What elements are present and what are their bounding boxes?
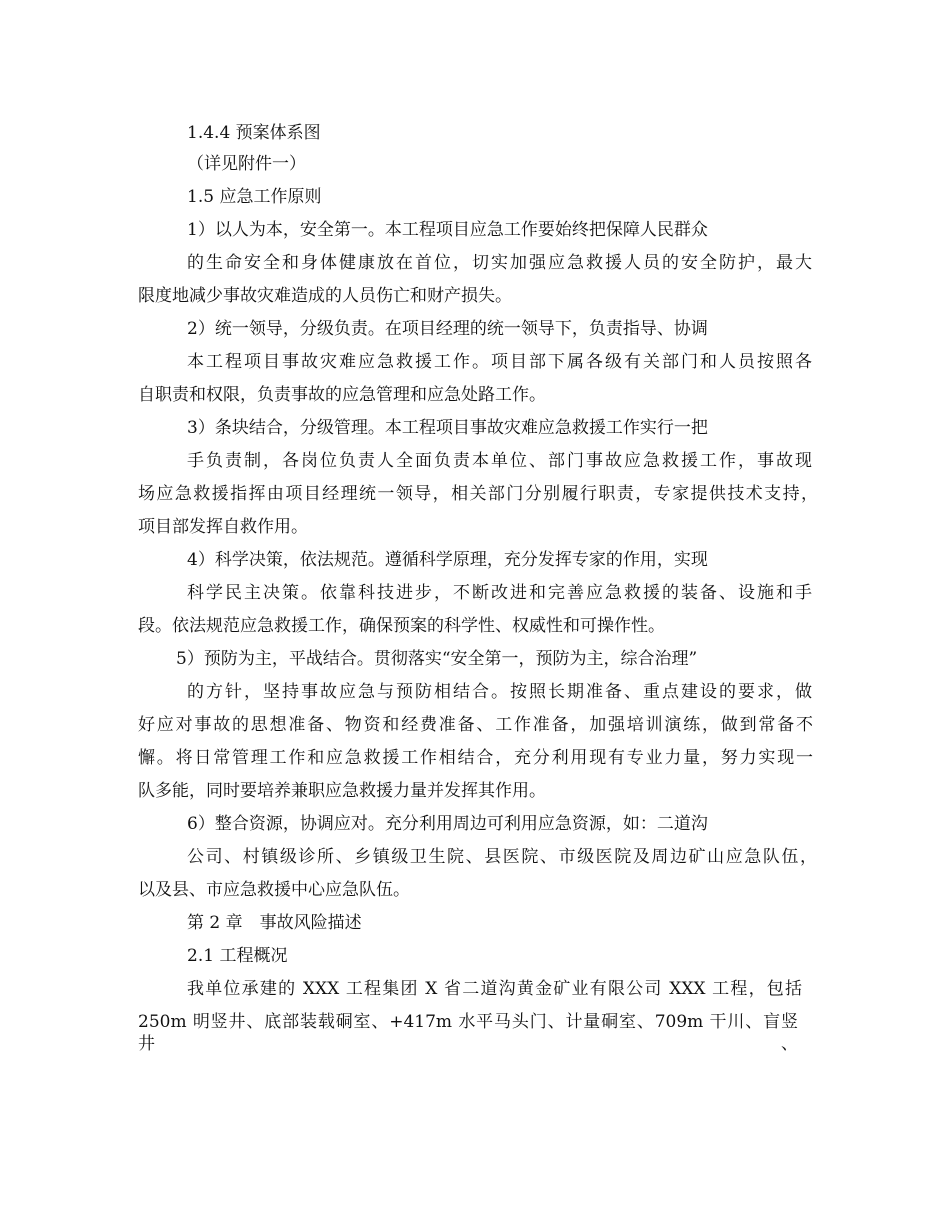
section-heading-2-1: 2.1 工程概况 (187, 946, 288, 966)
principle-3-line-1: 3）条块结合，分级管理。本工程项目事故灾难应急救援工作实行一把 (187, 418, 708, 438)
chapter-2-heading: 第 2 章 事故风险描述 (187, 913, 362, 933)
principle-5-line-5: 队多能，同时要培养兼职应急救援力量并发挥其作用。 (138, 781, 546, 801)
principle-1-line-3: 限度地减少事故灾难造成的人员伤亡和财产损失。 (138, 286, 512, 306)
overview-line-2: 250m 明竖井、底部装载硐室、+417m 水平马头门、计量硐室、709m 干川、盲竖井、 (138, 1012, 798, 1054)
principle-6-line-3: 以及县、市应急救援中心应急队伍。 (138, 880, 410, 900)
principle-2-line-1: 2）统一领导，分级负责。在项目经理的统一领导下，负责指导、协调 (187, 319, 708, 339)
principle-2-line-2: 本工程项目事故灾难应急救援工作。项目部下属各级有关部门和人员按照各 (187, 352, 812, 372)
principle-5-line-1: 5）预防为主，平战结合。贯彻落实“安全第一，预防为主，综合治理” (176, 649, 698, 669)
principle-3-line-4: 项目部发挥自救作用。 (138, 517, 308, 537)
principle-4-line-2: 科学民主决策。依靠科技进步，不断改进和完善应急救援的装备、设施和手 (187, 583, 812, 603)
principle-4-line-3: 段。依法规范应急救援工作，确保预案的科学性、权威性和可操作性。 (138, 616, 665, 636)
appendix-note: （详见附件一） (187, 154, 306, 174)
section-heading-1-5: 1.5 应急工作原则 (187, 187, 322, 207)
principle-3-line-2: 手负责制，各岗位负责人全面负责本单位、部门事故应急救援工作，事故现 (187, 451, 812, 471)
principle-5-line-4: 懈。将日常管理工作和应急救援工作相结合，充分利用现有专业力量，努力实现一 (138, 748, 813, 768)
principle-5-line-2: 的方针，坚持事故应急与预防相结合。按照长期准备、重点建设的要求，做 (187, 682, 812, 702)
overview-line-1: 我单位承建的 XXX 工程集团 X 省二道沟黄金矿业有限公司 XXX 工程，包括 (187, 979, 802, 999)
principle-6-line-2: 公司、村镇级诊所、乡镇级卫生院、县医院、市级医院及周边矿山应急队伍， (187, 847, 817, 867)
principle-4-line-1: 4）科学决策，依法规范。遵循科学原理，充分发挥专家的作用，实现 (187, 550, 708, 570)
principle-2-line-3: 自职责和权限，负责事故的应急管理和应急处路工作。 (138, 385, 546, 405)
principle-5-line-3: 好应对事故的思想准备、物资和经费准备、工作准备，加强培训演练，做到常备不 (138, 715, 813, 735)
principle-3-line-3: 场应急救援指挥由项目经理统一领导，相关部门分别履行职责，专家提供技术支持， (138, 484, 818, 504)
principle-1-line-1: 1）以人为本，安全第一。本工程项目应急工作要始终把保障人民群众 (187, 220, 708, 240)
principle-1-line-2: 的生命安全和身体健康放在首位，切实加强应急救援人员的安全防护，最大 (187, 253, 812, 273)
principle-6-line-1: 6）整合资源，协调应对。充分利用周边可利用应急资源，如：二道沟 (187, 814, 708, 834)
section-heading-1-4-4: 1.4.4 预案体系图 (187, 123, 321, 143)
